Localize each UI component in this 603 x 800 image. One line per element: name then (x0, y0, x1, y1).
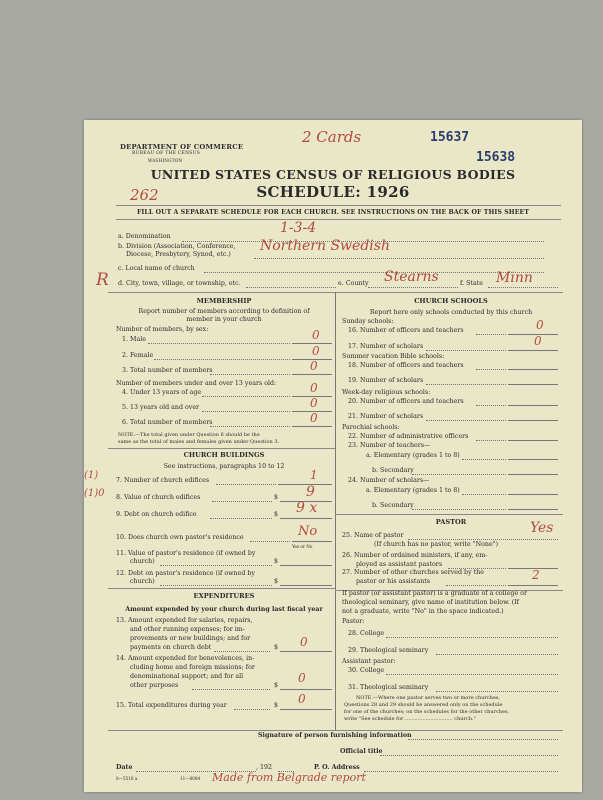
q22-dots (476, 440, 506, 441)
q23b-answer-line (508, 474, 558, 475)
q15-answer-line (280, 709, 332, 710)
q27-answer-line (508, 585, 558, 586)
summer-schools-label: Summer vacation Bible schools: (342, 353, 445, 360)
q16-label: 16. Number of officers and teachers (348, 327, 464, 334)
q12-dollar: $ (274, 578, 279, 585)
buildings-subtitle: See instructions, paragraphs 10 to 12 (163, 463, 285, 470)
q2-dots (154, 359, 290, 360)
q25-hint: (If church has no pastor, write "None") (374, 541, 499, 548)
stamp-number-2: 15638 (476, 150, 516, 165)
signature-line (408, 739, 558, 740)
graduate-note-3: not a graduate, write "No" in the space indicated.) (342, 608, 504, 615)
state-label: f. State (460, 280, 483, 287)
division-line (254, 258, 544, 259)
q19-dots (426, 384, 506, 385)
bureau-label: BUREAU OF THE CENSUS (132, 151, 201, 156)
q10-hint: Yes or No (292, 544, 313, 549)
q7-dots (216, 484, 276, 485)
q5-label: 5. 13 years old and over (122, 404, 200, 411)
q14-answer-line (280, 689, 332, 690)
date-label: Date (116, 764, 133, 771)
members-by-age-label: Number of members under and over 13 years old: (116, 380, 277, 387)
q3-answer-line (292, 374, 332, 375)
q1-dots (148, 343, 290, 344)
members-by-sex-label: Number of members, by sex: (116, 326, 209, 333)
membership-subtitle-2: member in your church (186, 316, 262, 323)
q11-dollar: $ (274, 558, 279, 565)
census-form-sheet (84, 120, 582, 792)
city-town-label: d. City, town, village, or township, etc. (118, 280, 241, 287)
q9-answer-line (280, 518, 332, 519)
q13-line-1: 13. Amount expended for salaries, repairs, (116, 617, 253, 624)
print-number: 11—8084 (180, 776, 201, 781)
q25-line (408, 539, 558, 540)
city-label: WASHINGTON (148, 158, 183, 163)
state-line (488, 287, 558, 288)
q15-label: 15. Total expenditures during year (116, 702, 227, 709)
q19-label: 19. Number of scholars (348, 377, 424, 384)
q20-answer-line (508, 405, 558, 406)
local-name-line (204, 272, 544, 273)
q7-value: 1 (310, 468, 318, 482)
q8-label: 8. Value of church edifices (116, 494, 201, 501)
q31-line (436, 691, 558, 692)
q14-line-1: 14. Amount expended for benevolences, in- (116, 655, 255, 662)
denomination-value: 1-3-4 (280, 220, 317, 236)
official-title-line (380, 755, 558, 756)
pastor-sub-label: Pastor: (342, 618, 365, 625)
q3-label: 3. Total number of members (122, 367, 213, 374)
q18-label: 18. Number of officers and teachers (348, 362, 464, 369)
q17-dots (426, 350, 506, 351)
q13-line-4: payments on church debt (130, 644, 212, 651)
membership-rule (108, 448, 335, 449)
q23a-answer-line (508, 459, 558, 460)
q4-label: 4. Under 13 years of age (122, 389, 202, 396)
form-number: 8—5518 a (116, 776, 138, 781)
instructions-rule (116, 219, 561, 220)
q11-label: 11. Value of pastor's residence (if owned by (116, 550, 256, 557)
po-address-line (364, 771, 558, 772)
q24-label: 24. Number of scholars— (348, 477, 430, 484)
q21-answer-line (508, 420, 558, 421)
body-bottom-rule (108, 730, 563, 731)
q18-dots (476, 369, 506, 370)
q11-dots (160, 565, 272, 566)
q9-label: 9. Debt on church edifice (116, 511, 197, 518)
q27-value: 2 (532, 568, 540, 582)
county-label: e. County (338, 280, 369, 287)
q10-dots (250, 541, 290, 542)
handwritten-footer-note: Made from Belgrade report (212, 771, 366, 784)
q12-dots (160, 585, 272, 586)
q28-line (386, 637, 558, 638)
pastor-note-4: write "See schedule for .............................. church." (344, 716, 476, 722)
pastor-note-1: NOTE.—Where one pastor serves two or more churches, (356, 695, 501, 701)
q14-dollar: $ (274, 682, 279, 689)
sunday-schools-label: Sunday schools: (342, 318, 394, 325)
q21-label: 21. Number of scholars (348, 413, 424, 420)
q27-dots (446, 585, 506, 586)
buildings-rule (108, 588, 335, 589)
q6-label: 6. Total number of members (122, 419, 213, 426)
membership-subtitle-1: Report number of members according to definition of (138, 308, 310, 315)
margin-note-2: (1)0 (84, 488, 105, 499)
q9-dots (210, 518, 272, 519)
q22-label: 22. Number of administrative officers (348, 433, 469, 440)
q23-label: 23. Number of teachers— (348, 442, 431, 449)
q24b-dots (412, 509, 506, 510)
q16-answer-line (508, 334, 558, 335)
city-town-line (246, 287, 336, 288)
column-divider (335, 292, 336, 730)
q14-line-3: denominational support; and for all (130, 673, 244, 680)
form-subtitle: SCHEDULE: 1926 (256, 183, 410, 201)
q6-value: 0 (310, 411, 318, 425)
q7-label: 7. Number of church edifices (116, 477, 210, 484)
weekday-schools-label: Week-day religious schools: (342, 389, 431, 396)
pastor-note-3: for one of the churches; on the schedules for the other churches, (344, 709, 510, 715)
q16-value: 0 (536, 318, 544, 332)
assistant-pastor-label: Assistant pastor: (342, 658, 396, 665)
q24b-label: b. Secondary (372, 502, 414, 509)
q15-dollar: $ (274, 702, 279, 709)
q6-dots (210, 426, 290, 427)
q25-label: 25. Name of pastor (342, 532, 404, 539)
state-value: Minn (496, 270, 533, 286)
q8-value: 9 (306, 484, 315, 500)
q19-answer-line (508, 384, 558, 385)
q30-line (386, 674, 558, 675)
q16-dots (476, 334, 506, 335)
q2-label: 2. Female (122, 352, 154, 359)
q13-line-3: provements or new buildings; and for (130, 635, 251, 642)
pastor-title: PASTOR (435, 518, 467, 526)
graduate-note-1: If pastor (or assistant pastor) is a graduate of a college or (342, 590, 527, 597)
q26-line-1: 26. Number of ordained ministers, if any, em- (342, 552, 488, 559)
stamp-number-1: 15637 (430, 130, 470, 145)
q9-dollar: $ (274, 511, 279, 518)
division-label: b. Division (Association, Conference, (118, 243, 236, 250)
year-label: , 192 (256, 764, 273, 771)
q8-dots (212, 501, 272, 502)
q23b-dots (412, 474, 506, 475)
membership-title: MEMBERSHIP (196, 297, 252, 305)
q29-line (436, 654, 558, 655)
q13-answer-line (280, 651, 332, 652)
q5-dots (202, 411, 290, 412)
q24a-dots (462, 494, 506, 495)
q24a-answer-line (508, 494, 558, 495)
po-address-label: P. O. Address (314, 764, 360, 771)
q25-value: Yes (530, 520, 554, 536)
q11-label-2: church) (130, 558, 155, 565)
q10-value: No (298, 524, 318, 539)
q3-dots (210, 374, 290, 375)
q13-value: 0 (300, 635, 308, 649)
pastor-note-2: Questions 28 and 29 should be answered only on the schedule (344, 702, 503, 708)
q4-value: 0 (310, 381, 318, 395)
q1-label: 1. Male (122, 336, 146, 343)
q30-label: 30. College (348, 667, 385, 674)
q13-line-2: and other running expenses; for im- (130, 626, 245, 633)
q5-value: 0 (310, 396, 318, 410)
instructions-line: FILL OUT A SEPARATE SCHEDULE FOR EACH CHURCH. SEE INSTRUCTIONS ON THE BACK OF THIS SHEET (136, 209, 530, 216)
county-value: Stearns (384, 269, 439, 285)
title-rule (116, 205, 561, 206)
expenditures-subtitle: Amount expended by your church during last fiscal year (125, 606, 323, 613)
q7-answer-line (278, 484, 332, 485)
schools-title: CHURCH SCHOOLS (414, 297, 488, 305)
q15-dots (234, 709, 270, 710)
q24a-label: a. Elementary (grades 1 to 8) (366, 487, 460, 494)
q10-label: 10. Does church own pastor's residence (116, 534, 244, 541)
division-value: Northern Swedish (260, 238, 390, 254)
q17-value: 0 (534, 334, 542, 348)
q14-line-2: cluding home and foreign missions; for (130, 664, 255, 671)
denomination-label: a. Denomination (118, 233, 171, 240)
official-title-label: Official title (340, 748, 383, 755)
margin-note-1: (1) (84, 470, 99, 481)
handwritten-code: 262 (130, 186, 159, 204)
q8-dollar: $ (274, 494, 279, 501)
q2-value: 0 (312, 344, 320, 358)
handwritten-cards: 2 Cards (302, 128, 362, 146)
q20-dots (476, 405, 506, 406)
q14-dots (192, 689, 270, 690)
membership-note-1: NOTE.—The total given under Question 6 should be the (118, 432, 260, 438)
q18-answer-line (508, 369, 558, 370)
q1-value: 0 (312, 328, 320, 342)
q14-value: 0 (298, 671, 306, 685)
q4-dots (202, 396, 290, 397)
q12-label: 12. Debt on pastor's residence (if owned by (116, 570, 255, 577)
q29-label: 29. Theological seminary (348, 647, 429, 654)
q11-answer-line (280, 565, 332, 566)
q14-line-4: other purposes (130, 682, 179, 689)
q27-line-1: 27. Number of other churches served by the (342, 569, 484, 576)
q31-label: 31. Theological seminary (348, 684, 429, 691)
q27-line-2: pastor or his assistants (356, 578, 431, 585)
schools-rule (335, 514, 563, 515)
q17-answer-line (508, 350, 558, 351)
division-label-2: Diocese, Presbytery, Synod, etc.) (126, 251, 231, 258)
q13-dots (214, 651, 270, 652)
q23b-label: b. Secondary (372, 467, 414, 474)
q22-answer-line (508, 440, 558, 441)
q23a-dots (462, 459, 506, 460)
signature-label: Signature of person furnishing information (258, 732, 412, 739)
q12-label-2: church) (130, 578, 155, 585)
parochial-schools-label: Parochial schools: (342, 424, 400, 431)
schools-subtitle: Report here only schools conducted by this church (369, 309, 533, 316)
q6-answer-line (292, 426, 332, 427)
expenditures-title: EXPENDITURES (193, 592, 255, 600)
q10-answer-line (292, 541, 332, 542)
q9-value: 9 x (296, 500, 318, 516)
form-title: UNITED STATES CENSUS OF RELIGIOUS BODIES (150, 167, 516, 182)
q21-dots (426, 420, 506, 421)
q23a-label: a. Elementary (grades 1 to 8) (366, 452, 460, 459)
q26-line-2: ployed as assistant pastors (356, 561, 443, 568)
membership-note-2: same as the total of males and females given under Question 3. (118, 439, 280, 445)
local-name-label: c. Local name of church (118, 265, 195, 272)
q20-label: 20. Number of officers and teachers (348, 398, 464, 405)
graduate-note-2: theological seminary, give name of institution below. (If (342, 599, 520, 606)
q17-label: 17. Number of scholars (348, 343, 424, 350)
q24b-answer-line (508, 509, 558, 510)
buildings-title: CHURCH BUILDINGS (183, 451, 265, 459)
margin-mark-r: R (96, 270, 109, 290)
q13-dollar: $ (274, 644, 279, 651)
department-label: DEPARTMENT OF COMMERCE (120, 143, 244, 151)
q3-value: 0 (310, 359, 318, 373)
q12-answer-line (280, 585, 332, 586)
q28-label: 28. College (348, 630, 385, 637)
county-line (368, 287, 458, 288)
q15-value: 0 (298, 692, 306, 706)
